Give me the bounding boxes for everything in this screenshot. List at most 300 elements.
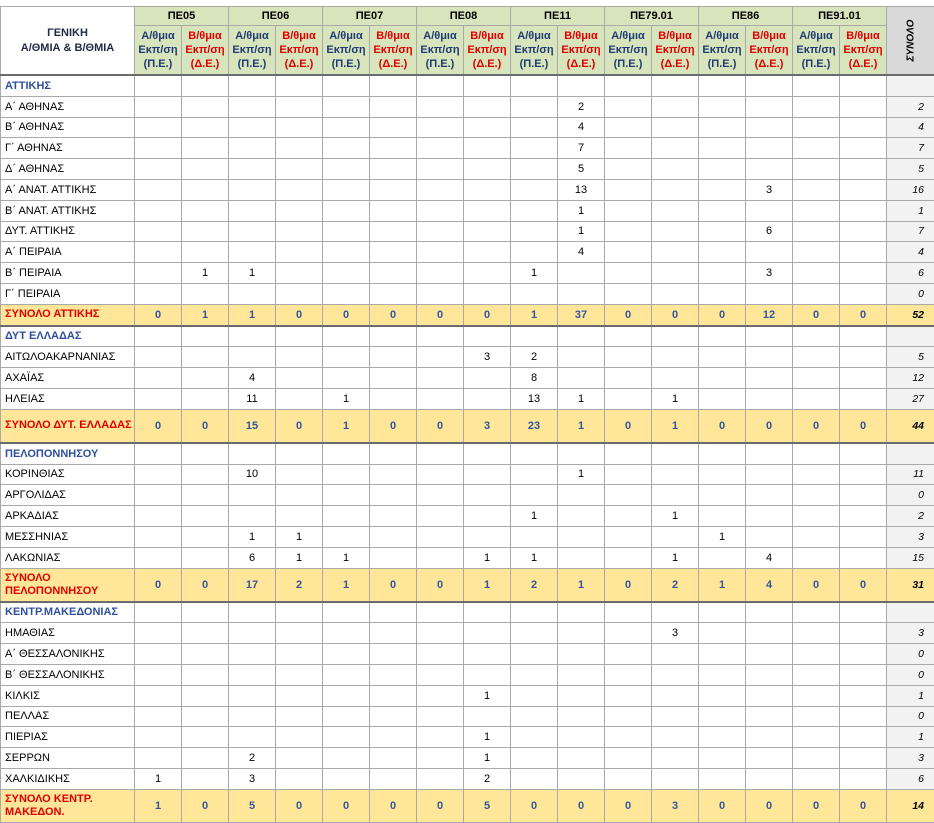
value-cell bbox=[652, 138, 699, 159]
value-cell bbox=[793, 644, 840, 665]
value-cell bbox=[135, 388, 182, 409]
region-name: ΠΕΛΟΠΟΝΝΗΣΟΥ bbox=[1, 443, 135, 464]
value-cell: 0 bbox=[276, 304, 323, 325]
value-cell: 13 bbox=[558, 179, 605, 200]
row-total-cell: 0 bbox=[887, 485, 934, 506]
value-cell bbox=[417, 623, 464, 644]
value-cell bbox=[840, 368, 887, 389]
value-cell bbox=[229, 138, 276, 159]
row-total-cell: 3 bbox=[887, 748, 934, 769]
value-cell bbox=[652, 644, 699, 665]
table-row bbox=[1, 644, 934, 665]
value-cell bbox=[370, 547, 417, 568]
value-cell bbox=[511, 526, 558, 547]
value-cell: 0 bbox=[417, 568, 464, 602]
value-cell bbox=[699, 706, 746, 727]
level-header-line: Β/θμια bbox=[752, 30, 786, 42]
value-cell bbox=[558, 768, 605, 789]
specialty-header: ΠΕ11 bbox=[511, 7, 605, 26]
table-row bbox=[1, 242, 934, 263]
value-cell: 0 bbox=[652, 304, 699, 325]
value-cell bbox=[699, 388, 746, 409]
value-cell bbox=[840, 623, 887, 644]
value-cell bbox=[135, 117, 182, 138]
region-total-row bbox=[1, 789, 934, 822]
value-cell bbox=[605, 748, 652, 769]
value-cell bbox=[605, 75, 652, 96]
value-cell bbox=[746, 685, 793, 706]
value-cell bbox=[605, 326, 652, 347]
directorate-name: ΜΕΣΣΗΝΙΑΣ bbox=[1, 526, 135, 547]
value-cell bbox=[746, 485, 793, 506]
value-cell bbox=[464, 602, 511, 623]
region-header-row bbox=[1, 602, 934, 623]
value-cell: 1 bbox=[511, 547, 558, 568]
directorate-name: Γ΄ ΑΘΗΝΑΣ bbox=[1, 138, 135, 159]
value-cell: 0 bbox=[840, 568, 887, 602]
value-cell bbox=[276, 664, 323, 685]
value-cell bbox=[182, 706, 229, 727]
table-row bbox=[1, 748, 934, 769]
value-cell bbox=[699, 283, 746, 304]
value-cell bbox=[511, 200, 558, 221]
level-header-line: Εκπ/ση bbox=[467, 44, 507, 56]
value-cell bbox=[135, 485, 182, 506]
value-cell: 2 bbox=[558, 96, 605, 117]
value-cell bbox=[417, 506, 464, 527]
value-cell bbox=[464, 200, 511, 221]
value-cell bbox=[746, 75, 793, 96]
value-cell bbox=[511, 685, 558, 706]
primary-education-header bbox=[417, 26, 464, 76]
table-row bbox=[1, 506, 934, 527]
value-cell bbox=[417, 768, 464, 789]
value-cell bbox=[558, 368, 605, 389]
value-cell bbox=[276, 326, 323, 347]
value-cell bbox=[182, 664, 229, 685]
value-cell: 1 bbox=[229, 526, 276, 547]
value-cell: 1 bbox=[558, 464, 605, 485]
level-header-line: (Π.Ε.) bbox=[237, 58, 267, 70]
value-cell bbox=[511, 748, 558, 769]
row-total-cell: 2 bbox=[887, 506, 934, 527]
value-cell bbox=[370, 748, 417, 769]
value-cell bbox=[605, 623, 652, 644]
value-cell bbox=[276, 685, 323, 706]
value-cell: 2 bbox=[511, 347, 558, 368]
value-cell bbox=[558, 347, 605, 368]
value-cell: 1 bbox=[558, 388, 605, 409]
value-cell bbox=[605, 547, 652, 568]
row-total-cell: 0 bbox=[887, 706, 934, 727]
value-cell bbox=[746, 526, 793, 547]
directorate-name: Α΄ ΘΕΣΣΑΛΟΝΙΚΗΣ bbox=[1, 644, 135, 665]
table-row bbox=[1, 623, 934, 644]
value-cell bbox=[746, 623, 793, 644]
directorate-name: Α΄ ΠΕΙΡΑΙΑ bbox=[1, 242, 135, 263]
value-cell bbox=[229, 159, 276, 180]
value-cell bbox=[135, 748, 182, 769]
level-header-line: Β/θμια bbox=[188, 30, 222, 42]
value-cell bbox=[182, 179, 229, 200]
value-cell bbox=[370, 727, 417, 748]
value-cell bbox=[370, 768, 417, 789]
value-cell bbox=[511, 706, 558, 727]
value-cell: 1 bbox=[699, 568, 746, 602]
value-cell bbox=[370, 485, 417, 506]
value-cell bbox=[793, 326, 840, 347]
level-header-line: Εκπ/ση bbox=[608, 44, 648, 56]
value-cell bbox=[652, 263, 699, 284]
value-cell: 0 bbox=[417, 409, 464, 443]
value-cell bbox=[323, 706, 370, 727]
value-cell bbox=[840, 664, 887, 685]
value-cell bbox=[699, 242, 746, 263]
row-total-cell: 5 bbox=[887, 159, 934, 180]
value-cell: 2 bbox=[511, 568, 558, 602]
value-cell: 0 bbox=[182, 789, 229, 822]
value-cell bbox=[605, 685, 652, 706]
value-cell bbox=[229, 221, 276, 242]
value-cell bbox=[511, 602, 558, 623]
table-row bbox=[1, 368, 934, 389]
value-cell bbox=[699, 506, 746, 527]
value-cell bbox=[464, 368, 511, 389]
value-cell bbox=[840, 159, 887, 180]
total-column-header bbox=[887, 7, 934, 76]
value-cell bbox=[840, 748, 887, 769]
value-cell bbox=[229, 179, 276, 200]
value-cell: 1 bbox=[464, 748, 511, 769]
value-cell bbox=[464, 506, 511, 527]
value-cell bbox=[746, 644, 793, 665]
value-cell bbox=[793, 117, 840, 138]
value-cell: 0 bbox=[605, 789, 652, 822]
row-total-cell: 44 bbox=[887, 409, 934, 443]
level-header-line: Εκπ/ση bbox=[232, 44, 272, 56]
value-cell bbox=[417, 347, 464, 368]
value-cell bbox=[840, 485, 887, 506]
value-cell bbox=[417, 526, 464, 547]
value-cell: 0 bbox=[417, 789, 464, 822]
value-cell: 2 bbox=[464, 768, 511, 789]
value-cell bbox=[276, 602, 323, 623]
value-cell bbox=[417, 117, 464, 138]
value-cell bbox=[276, 388, 323, 409]
row-total-cell: 2 bbox=[887, 96, 934, 117]
row-total-cell: 16 bbox=[887, 179, 934, 200]
value-cell bbox=[652, 368, 699, 389]
value-cell bbox=[370, 506, 417, 527]
value-cell bbox=[370, 159, 417, 180]
primary-education-header bbox=[699, 26, 746, 76]
directorate-name: ΗΛΕΙΑΣ bbox=[1, 388, 135, 409]
value-cell bbox=[323, 283, 370, 304]
value-cell bbox=[182, 685, 229, 706]
specialty-header: ΠΕ05 bbox=[135, 7, 229, 26]
value-cell: 0 bbox=[605, 568, 652, 602]
level-header-line: Α/θμια bbox=[329, 30, 363, 42]
value-cell bbox=[746, 664, 793, 685]
row-total-cell: 7 bbox=[887, 221, 934, 242]
value-cell bbox=[182, 485, 229, 506]
value-cell bbox=[511, 464, 558, 485]
value-cell bbox=[558, 706, 605, 727]
value-cell bbox=[276, 242, 323, 263]
value-cell bbox=[276, 159, 323, 180]
value-cell bbox=[229, 685, 276, 706]
value-cell: 0 bbox=[135, 568, 182, 602]
value-cell bbox=[229, 664, 276, 685]
value-cell bbox=[511, 242, 558, 263]
value-cell bbox=[605, 768, 652, 789]
directorate-name: ΛΑΚΩΝΙΑΣ bbox=[1, 547, 135, 568]
level-header-line: Β/θμια bbox=[846, 30, 880, 42]
directorate-name: Α΄ ΑΝΑΤ. ΑΤΤΙΚΗΣ bbox=[1, 179, 135, 200]
value-cell: 12 bbox=[746, 304, 793, 325]
value-cell bbox=[840, 602, 887, 623]
value-cell bbox=[182, 602, 229, 623]
value-cell bbox=[229, 347, 276, 368]
value-cell bbox=[417, 748, 464, 769]
value-cell bbox=[135, 664, 182, 685]
row-total-cell: 6 bbox=[887, 263, 934, 284]
value-cell bbox=[229, 443, 276, 464]
value-cell bbox=[840, 221, 887, 242]
value-cell bbox=[840, 685, 887, 706]
value-cell bbox=[652, 96, 699, 117]
value-cell bbox=[417, 644, 464, 665]
value-cell bbox=[276, 506, 323, 527]
value-cell: 1 bbox=[464, 727, 511, 748]
row-total-cell: 0 bbox=[887, 283, 934, 304]
region-header-row bbox=[1, 443, 934, 464]
value-cell bbox=[323, 485, 370, 506]
value-cell bbox=[840, 138, 887, 159]
level-header-line: Εκπ/ση bbox=[514, 44, 554, 56]
value-cell bbox=[417, 664, 464, 685]
value-cell bbox=[370, 263, 417, 284]
value-cell: 3 bbox=[464, 347, 511, 368]
value-cell bbox=[652, 283, 699, 304]
value-cell: 4 bbox=[229, 368, 276, 389]
value-cell bbox=[464, 443, 511, 464]
value-cell bbox=[558, 283, 605, 304]
value-cell bbox=[605, 664, 652, 685]
value-cell bbox=[370, 221, 417, 242]
secondary-education-header bbox=[464, 26, 511, 76]
row-total-cell: 1 bbox=[887, 727, 934, 748]
value-cell bbox=[605, 117, 652, 138]
value-cell bbox=[558, 664, 605, 685]
level-header-line: Εκπ/ση bbox=[138, 44, 178, 56]
value-cell bbox=[652, 727, 699, 748]
value-cell: 1 bbox=[276, 526, 323, 547]
primary-education-header bbox=[605, 26, 652, 76]
value-cell bbox=[558, 263, 605, 284]
level-header-line: (Π.Ε.) bbox=[143, 58, 173, 70]
value-cell bbox=[699, 685, 746, 706]
table-title-line1: ΓΕΝΙΚΗ bbox=[47, 26, 88, 39]
value-cell bbox=[276, 485, 323, 506]
row-total-cell: 3 bbox=[887, 623, 934, 644]
value-cell bbox=[276, 283, 323, 304]
table-row bbox=[1, 263, 934, 284]
row-total-cell: 1 bbox=[887, 200, 934, 221]
value-cell bbox=[464, 464, 511, 485]
value-cell bbox=[746, 326, 793, 347]
value-cell bbox=[370, 96, 417, 117]
level-header-line: Εκπ/ση bbox=[702, 44, 742, 56]
value-cell bbox=[323, 443, 370, 464]
value-cell bbox=[182, 242, 229, 263]
value-cell: 1 bbox=[652, 409, 699, 443]
value-cell bbox=[652, 326, 699, 347]
value-cell bbox=[511, 96, 558, 117]
value-cell bbox=[840, 464, 887, 485]
level-header-line: Α/θμια bbox=[235, 30, 269, 42]
value-cell bbox=[605, 464, 652, 485]
value-cell: 1 bbox=[323, 547, 370, 568]
value-cell bbox=[652, 221, 699, 242]
value-cell bbox=[229, 96, 276, 117]
value-cell: 13 bbox=[511, 388, 558, 409]
specialty-header: ΠΕ06 bbox=[229, 7, 323, 26]
value-cell bbox=[276, 706, 323, 727]
value-cell bbox=[840, 388, 887, 409]
value-cell bbox=[746, 159, 793, 180]
region-header-row bbox=[1, 75, 934, 96]
level-header-line: (Δ.Ε.) bbox=[848, 58, 878, 70]
directorate-name: ΣΕΡΡΩΝ bbox=[1, 748, 135, 769]
table-row bbox=[1, 768, 934, 789]
secondary-education-header bbox=[558, 26, 605, 76]
value-cell: 10 bbox=[229, 464, 276, 485]
value-cell bbox=[605, 138, 652, 159]
value-cell bbox=[605, 347, 652, 368]
level-header-line: Εκπ/ση bbox=[185, 44, 225, 56]
value-cell bbox=[558, 443, 605, 464]
value-cell bbox=[323, 200, 370, 221]
value-cell bbox=[182, 368, 229, 389]
value-cell bbox=[840, 347, 887, 368]
value-cell: 4 bbox=[746, 568, 793, 602]
level-header-line: (Π.Ε.) bbox=[331, 58, 361, 70]
table-row bbox=[1, 727, 934, 748]
value-cell bbox=[370, 200, 417, 221]
value-cell bbox=[135, 644, 182, 665]
row-total-cell: 52 bbox=[887, 304, 934, 325]
value-cell: 1 bbox=[135, 768, 182, 789]
primary-education-header bbox=[135, 26, 182, 76]
level-header-line: Β/θμια bbox=[282, 30, 316, 42]
row-total-cell: 11 bbox=[887, 464, 934, 485]
value-cell: 2 bbox=[276, 568, 323, 602]
value-cell: 1 bbox=[558, 568, 605, 602]
value-cell bbox=[793, 347, 840, 368]
directorate-name: ΑΡΚΑΔΙΑΣ bbox=[1, 506, 135, 527]
value-cell: 1 bbox=[464, 568, 511, 602]
region-name: ΚΕΝΤΡ.ΜΑΚΕΔΟΝΙΑΣ bbox=[1, 602, 135, 623]
value-cell: 0 bbox=[135, 409, 182, 443]
value-cell bbox=[699, 96, 746, 117]
value-cell bbox=[464, 623, 511, 644]
value-cell bbox=[558, 623, 605, 644]
value-cell: 1 bbox=[229, 263, 276, 284]
value-cell bbox=[323, 75, 370, 96]
value-cell bbox=[840, 326, 887, 347]
value-cell bbox=[746, 727, 793, 748]
value-cell bbox=[464, 388, 511, 409]
value-cell bbox=[652, 464, 699, 485]
value-cell bbox=[793, 727, 840, 748]
directorate-name: ΑΧΑΪΑΣ bbox=[1, 368, 135, 389]
level-header-line: (Π.Ε.) bbox=[801, 58, 831, 70]
level-header-line: (Δ.Ε.) bbox=[754, 58, 784, 70]
value-cell bbox=[793, 506, 840, 527]
value-cell bbox=[276, 138, 323, 159]
value-cell: 0 bbox=[370, 304, 417, 325]
value-cell bbox=[511, 664, 558, 685]
value-cell bbox=[323, 179, 370, 200]
level-header-line: (Δ.Ε.) bbox=[660, 58, 690, 70]
value-cell bbox=[464, 242, 511, 263]
row-total-cell: 4 bbox=[887, 242, 934, 263]
value-cell bbox=[605, 159, 652, 180]
row-total-cell bbox=[887, 326, 934, 347]
value-cell bbox=[323, 602, 370, 623]
value-cell bbox=[840, 526, 887, 547]
value-cell bbox=[135, 326, 182, 347]
value-cell bbox=[793, 526, 840, 547]
value-cell bbox=[229, 242, 276, 263]
value-cell bbox=[464, 96, 511, 117]
value-cell bbox=[605, 388, 652, 409]
directorate-name: ΑΡΓΟΛΙΔΑΣ bbox=[1, 485, 135, 506]
value-cell bbox=[652, 485, 699, 506]
value-cell bbox=[323, 117, 370, 138]
value-cell: 1 bbox=[558, 221, 605, 242]
value-cell bbox=[605, 368, 652, 389]
value-cell bbox=[370, 242, 417, 263]
value-cell bbox=[605, 200, 652, 221]
directorate-name: ΔΥΤ. ΑΤΤΙΚΗΣ bbox=[1, 221, 135, 242]
value-cell bbox=[182, 117, 229, 138]
value-cell: 1 bbox=[323, 409, 370, 443]
value-cell bbox=[605, 727, 652, 748]
row-total-cell bbox=[887, 75, 934, 96]
region-total-label: ΣΥΝΟΛΟ ΚΕΝΤΡ. ΜΑΚΕΔΟΝ. bbox=[1, 789, 135, 822]
value-cell bbox=[229, 326, 276, 347]
row-total-cell: 14 bbox=[887, 789, 934, 822]
value-cell bbox=[605, 644, 652, 665]
value-cell bbox=[699, 368, 746, 389]
value-cell: 3 bbox=[746, 263, 793, 284]
value-cell bbox=[182, 644, 229, 665]
value-cell bbox=[511, 727, 558, 748]
value-cell bbox=[558, 602, 605, 623]
level-header-line: Α/θμια bbox=[517, 30, 551, 42]
value-cell bbox=[182, 506, 229, 527]
value-cell bbox=[276, 748, 323, 769]
value-cell bbox=[276, 623, 323, 644]
region-total-row bbox=[1, 409, 934, 443]
level-header-line: Α/θμια bbox=[799, 30, 833, 42]
value-cell bbox=[135, 75, 182, 96]
value-cell bbox=[182, 768, 229, 789]
value-cell bbox=[135, 138, 182, 159]
value-cell: 0 bbox=[323, 304, 370, 325]
